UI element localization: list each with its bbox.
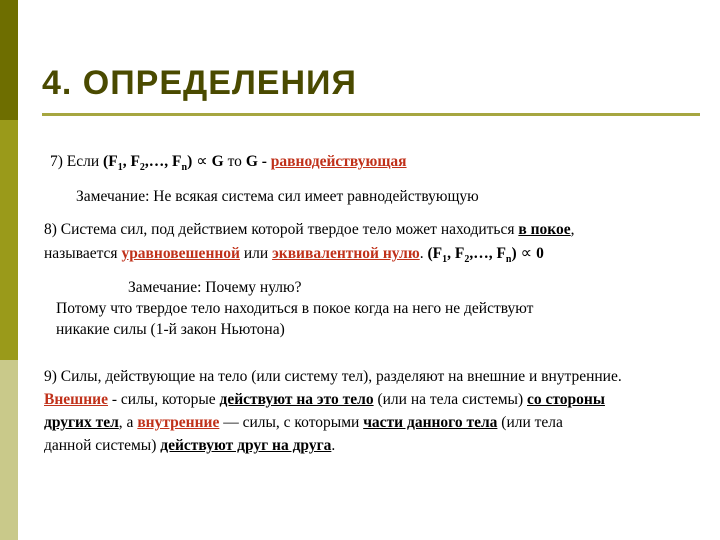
term-balanced: уравновешенной [121,245,240,262]
slide-title: 4. ОПРЕДЕЛЕНИЯ [42,64,357,102]
decor-stripe-middle [0,120,18,360]
def7-then: то [227,153,242,170]
definition-8-line-1: 8) Система сил, под действием которой твердое тело может находиться в покое, [44,221,575,238]
title-rule [42,113,700,116]
proportional-symbol-2: ∝ [520,243,533,262]
definition-7 [50,150,407,178]
term-internal: внутренние [137,414,220,431]
decor-stripe-bottom [0,360,18,540]
definition-9-line-2: Внешние - силы, которые действуют на это тело (или на тела системы) со стороны [44,391,605,408]
definition-9-line-1: 9) Силы, действующие на тело (или систему тел), разделяют на внешние и внутренние. [44,368,622,385]
def7-formula: ($F_1$, $F_2,\dots$, $F_n$) [103,153,193,174]
definition-8-line-2: называется уравновешенной или эквивалентной нулю. ($F_1$, $F_2,\dots$, $F_n) \propto 0$ [44,243,544,266]
definition-9-line-4: данной системы) действуют друг на друга. [44,437,336,454]
note-8-answer-1: Потому что твердое тело находиться в покое когда на него не действуют [56,300,534,317]
def7-g2: G - [245,153,267,170]
term-external: Внешние [44,391,108,408]
note-8-question: Замечание: Почему нулю? [128,279,302,296]
def7-lead: 7) Если [50,153,100,170]
term-resultant: равнодействующая [270,153,407,170]
term-zero-equivalent: эквивалентной нулю [272,245,420,262]
definition-9-line-3: других тел, а внутренние — силы, с которыми части данного тела (или тела [44,414,563,431]
proportional-symbol: ∝ [196,151,208,170]
def8-zero: 0 [536,245,544,262]
def7-g: G [211,153,224,170]
decor-stripe-top [0,0,18,120]
note-8-answer-2: никакие силы (1-й закон Ньютона) [56,321,285,338]
note-7: Замечание: Не всякая система сил имеет равнодействующую [76,188,479,205]
term-at-rest: в покое [518,221,571,238]
def8-formula: ($F_1$, $F_2,\dots$, $F_n$) [427,245,517,266]
